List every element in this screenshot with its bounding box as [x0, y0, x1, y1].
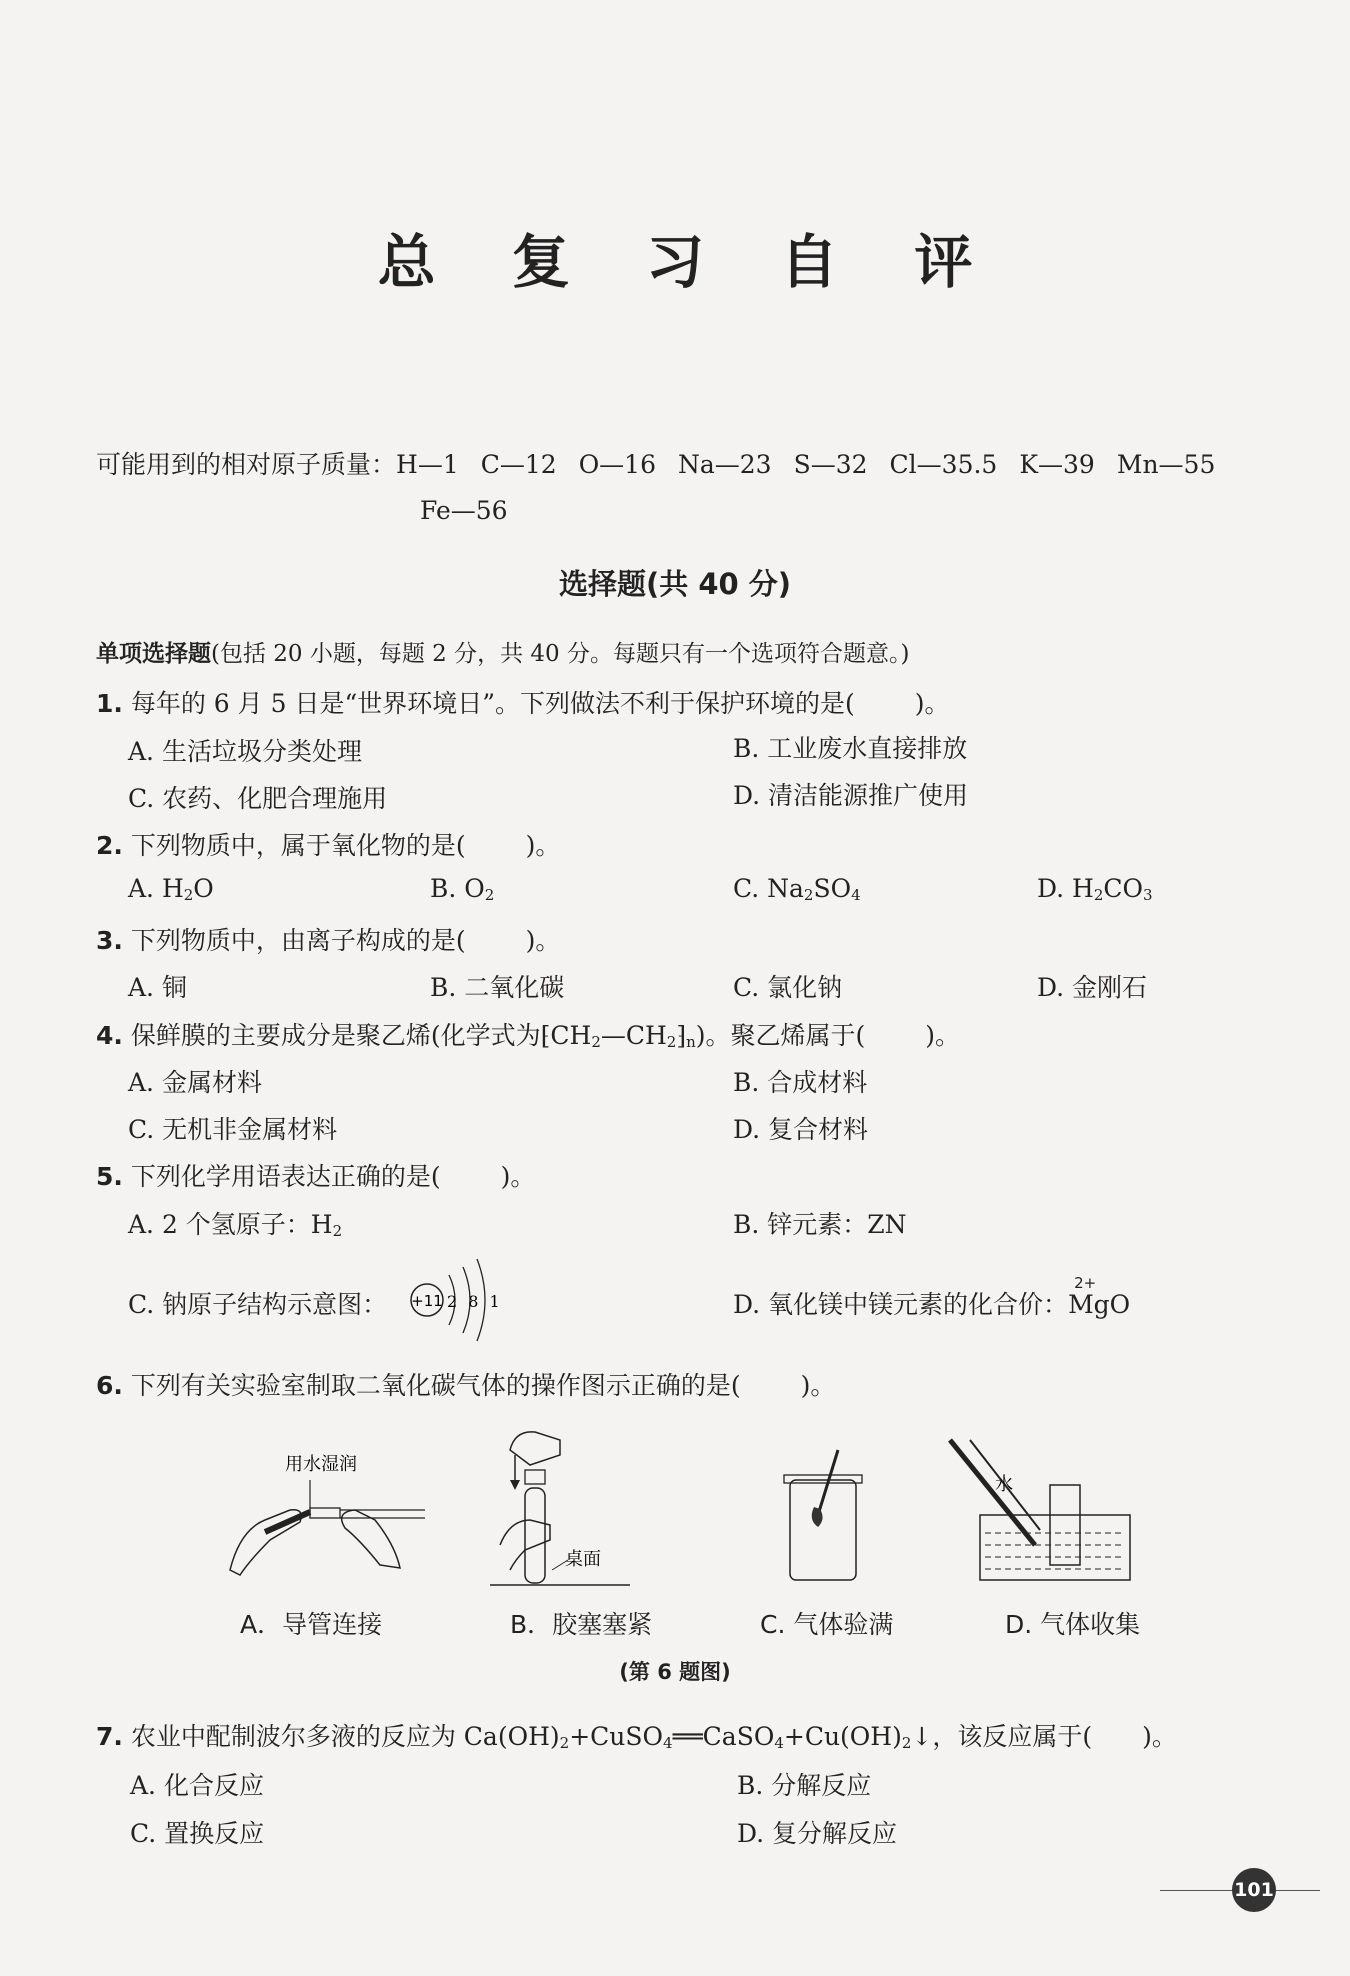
instruction: [96, 635, 909, 668]
question-close: )。: [914, 689, 950, 718]
atomic-mass-item: H—1: [396, 450, 459, 479]
question-4: [96, 1016, 960, 1052]
question-stem: 每年的 6 月 5 日是“世界环境日”。下列做法不利于保护环境的是(: [130, 689, 855, 718]
atomic-mass-item: Mn—55: [1116, 450, 1216, 479]
option-c: C. 置换反应: [130, 1819, 265, 1848]
question-7: 7. 农业中配制波尔多液的反应为 $Ca(OH)_2+CuSO_4══CaSO_4+Cu(OH)_2↓$，该反应属于( )。: [96, 1722, 1177, 1752]
page-number: 101: [1232, 1868, 1276, 1912]
option-b: B. $O_2$: [430, 874, 495, 904]
option-b: B. 合成材料: [733, 1068, 868, 1097]
tube-connection-illustration: [210, 1450, 440, 1590]
option-c: C. 氯化钠: [733, 973, 843, 1002]
page-title: 总 复 习 自 评: [377, 228, 1001, 296]
nucleus-label: +11: [411, 1292, 443, 1310]
question-close: )。: [525, 926, 561, 955]
question-stem: 保鲜膜的主要成分是聚乙烯(化学式为: [130, 1021, 541, 1050]
figure-label-c: C. 气体验满: [760, 1610, 894, 1639]
question-5: [96, 1157, 535, 1193]
question-number: 2.: [96, 831, 123, 860]
atomic-masses: [96, 445, 1237, 481]
instruction-text: (包括 20 小题，每题 2 分，共 40 分。每题只有一个选项符合题意。): [211, 641, 910, 667]
option-b: B. 二氧化碳: [430, 973, 565, 1002]
question-2: [96, 826, 560, 862]
question-number: 3.: [96, 926, 123, 955]
sodium-atom-diagram: [405, 1255, 505, 1345]
option-c: C. 农药、化肥合理施用: [128, 784, 388, 813]
question-stem: 下列物质中，属于氧化物的是(: [130, 831, 466, 860]
polyethylene-formula: $⁅CH_2—CH_2⁆_n$: [540, 1021, 696, 1051]
question-stem: 下列化学用语表达正确的是(: [130, 1162, 441, 1191]
question-3: [96, 921, 560, 957]
question-close: )。: [925, 1021, 961, 1050]
atomic-mass-item: O—16: [578, 450, 656, 479]
figure-label-d: D. 气体收集: [1005, 1610, 1141, 1639]
figure-caption: (第 6 题图): [619, 1660, 731, 1684]
question-1: [96, 684, 950, 720]
question-number: 1.: [96, 689, 123, 718]
question-close: )。: [525, 831, 561, 860]
question-stem: 下列有关实验室制取二氧化碳气体的操作图示正确的是(: [130, 1371, 741, 1400]
option-c: C. 钠原子结构示意图：: [128, 1290, 388, 1319]
atomic-mass-item: Cl—35.5: [889, 450, 998, 479]
gas-test-illustration: [770, 1445, 870, 1590]
option-d: D. 清洁能源推广使用: [733, 781, 969, 810]
question-close: )。: [800, 1371, 836, 1400]
option-a: A. 2 个氢原子：$H_2$: [128, 1210, 343, 1240]
option-a: A. 金属材料: [128, 1068, 262, 1097]
question-number: 6.: [96, 1371, 123, 1400]
option-a: A. 化合反应: [130, 1771, 264, 1800]
atomic-mass-item: S—32: [793, 450, 868, 479]
option-d: D. 复合材料: [733, 1115, 869, 1144]
option-a: A. $H_2O$: [128, 874, 214, 904]
option-b: B. 分解反应: [737, 1771, 872, 1800]
option-a: A. 生活垃圾分类处理: [128, 737, 362, 766]
figure-label-b: B．胶塞塞紧: [510, 1610, 653, 1639]
option-d: D. 复分解反应: [737, 1819, 898, 1848]
option-d: D. 金刚石: [1037, 973, 1148, 1002]
electron-shells: 2 8 1: [447, 1292, 503, 1311]
option-c: C. 无机非金属材料: [128, 1115, 338, 1144]
question-number: 4.: [96, 1021, 123, 1050]
atomic-masses-label: 可能用到的相对原子质量：: [96, 450, 397, 479]
question-number: 7.: [96, 1722, 123, 1751]
atomic-mass-item: C—12: [480, 450, 557, 479]
atomic-mass-item: K—39: [1019, 450, 1095, 479]
label-water: 用水湿润: [285, 1454, 357, 1475]
section-title: 选择题(共 40 分): [558, 567, 792, 601]
gas-collection-illustration: [940, 1435, 1140, 1590]
option-b: B. 锌元素：ZN: [733, 1210, 907, 1239]
option-a: A. 铜: [128, 973, 187, 1002]
instruction-bold: 单项选择题: [96, 641, 211, 667]
stopper-illustration: [490, 1420, 640, 1600]
question-stem: 下列物质中，由离子构成的是(: [130, 926, 466, 955]
figure-label-a: A．导管连接: [240, 1610, 383, 1639]
label-shui: 水: [995, 1474, 1013, 1495]
question-6: [96, 1366, 835, 1402]
option-d: D. 氧化镁中镁元素的化合价： 2+ MgO: [733, 1274, 1131, 1319]
question-number: 5.: [96, 1162, 123, 1191]
question-stem-end: )。聚乙烯属于(: [695, 1021, 866, 1050]
option-b: B. 工业废水直接排放: [733, 734, 968, 763]
option-c: C. $Na_2SO_4$: [733, 874, 861, 904]
question-close: )。: [500, 1162, 536, 1191]
option-d: D. $H_2CO_3$: [1037, 874, 1153, 904]
label-desk: 桌面: [565, 1549, 601, 1570]
valence-charge: 2+: [1074, 1274, 1097, 1292]
atomic-mass-item: Na—23: [678, 450, 772, 479]
question-close: )。: [1142, 1722, 1177, 1751]
q6-figure: [200, 1420, 1200, 1650]
atomic-mass-fe: Fe—56: [420, 496, 508, 525]
